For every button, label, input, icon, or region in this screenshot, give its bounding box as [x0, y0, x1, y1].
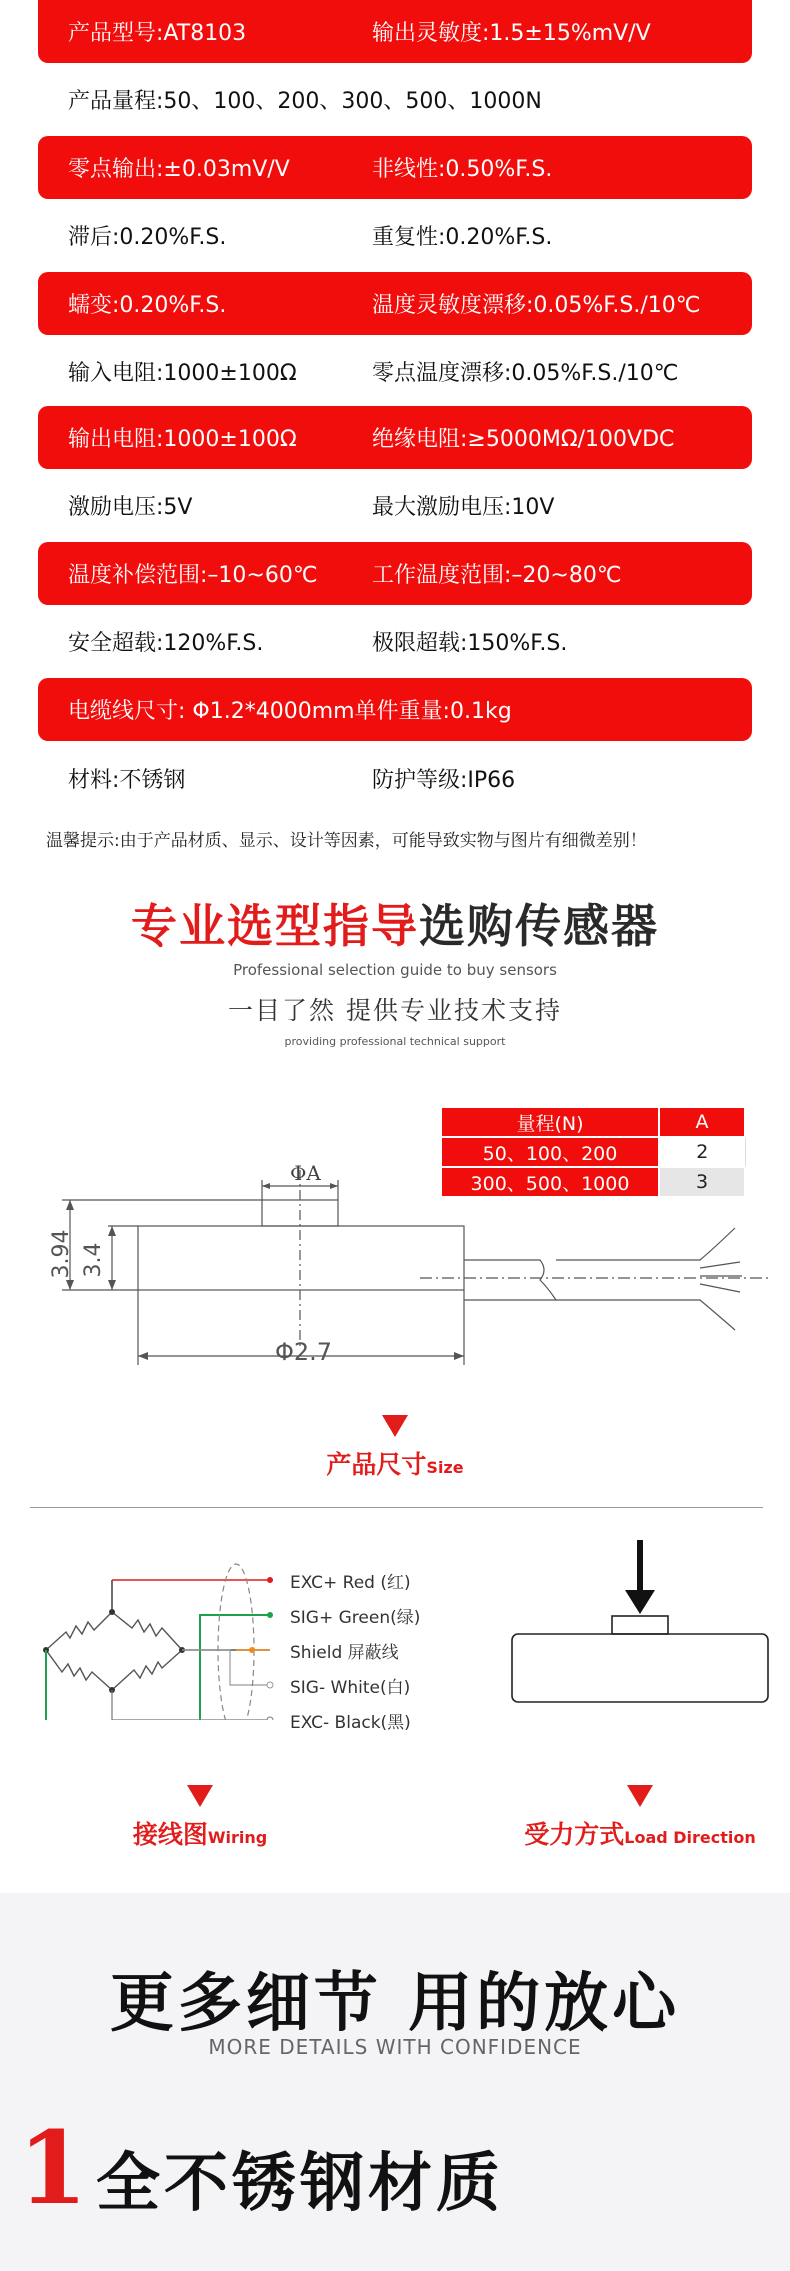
- feature-title: 全不锈钢材质: [96, 2147, 504, 2221]
- range-cell: 50、100、200: [441, 1137, 659, 1167]
- wire-label-sig-plus: SIG+ Green(绿): [290, 1608, 421, 1628]
- spec-label: 非线性:0.50%F.S.: [372, 157, 553, 182]
- spec-label: 产品型号:AT8103: [68, 21, 247, 46]
- wire-label-shield: Shield 屏蔽线: [290, 1643, 399, 1663]
- range-header: 量程(N): [441, 1107, 659, 1137]
- details-title: 更多细节 用的放心: [109, 1967, 681, 2041]
- sensor-body: [138, 1226, 464, 1290]
- spec-row: [38, 474, 752, 537]
- spec-label: 输出电阻:1000±100Ω: [68, 427, 297, 452]
- triangle-icon: [627, 1785, 653, 1807]
- height-total-label: 3.94: [49, 1229, 74, 1279]
- spec-label: 温度补偿范围:–10~60℃: [68, 563, 318, 588]
- spec-label: 温度灵敏度漂移:0.05%F.S./10℃: [372, 293, 701, 318]
- guide-subtitle: Professional selection guide to buy sensors: [233, 961, 557, 979]
- guide-title-dark: 选购传感器: [419, 899, 659, 953]
- spec-row: [38, 204, 752, 267]
- spec-label: 蠕变:0.20%F.S.: [68, 293, 227, 318]
- spec-label: 极限超载:150%F.S.: [372, 631, 568, 656]
- spec-label: 滞后:0.20%F.S.: [68, 225, 227, 250]
- spec-row: [38, 272, 752, 335]
- spec-row: [38, 542, 752, 605]
- spec-row: [38, 68, 752, 131]
- spec-label: 激励电压:5V: [68, 495, 193, 520]
- load-diagram: [512, 1540, 768, 1702]
- phi-a-label: ΦA: [290, 1161, 321, 1185]
- diameter-label: Φ2.7: [275, 1338, 333, 1366]
- height-body-label: 3.4: [81, 1242, 106, 1278]
- spec-label: 电缆线尺寸: Φ1.2*4000mm单件重量:0.1kg: [68, 699, 512, 724]
- range-cell: 300、500、1000: [441, 1167, 659, 1197]
- a-header: A: [659, 1107, 745, 1137]
- spec-label: 工作温度范围:–20~80℃: [372, 563, 622, 588]
- spec-label: 零点输出:±0.03mV/V: [68, 157, 290, 182]
- guide-title-red: 专业选型指导: [131, 899, 419, 953]
- spec-row: [38, 406, 752, 469]
- spec-label: 重复性:0.20%F.S.: [372, 225, 553, 250]
- a-cell: 3: [659, 1167, 745, 1197]
- spec-row: [38, 136, 752, 199]
- spec-label: 防护等级:IP66: [372, 768, 516, 793]
- feature-number: 1: [18, 2109, 88, 2227]
- divider: [30, 1507, 763, 1508]
- size-caption: 产品尺寸Size: [300, 1415, 490, 1481]
- guide-tagline: 一目了然 提供专业技术支持: [228, 996, 562, 1025]
- spec-row: [38, 610, 752, 673]
- wire-label-exc-minus: EXC- Black(黑): [290, 1713, 411, 1733]
- triangle-icon: [382, 1415, 408, 1437]
- a-cell: 2: [659, 1137, 745, 1167]
- spec-row: [38, 747, 752, 810]
- dimension-drawing: [0, 1150, 790, 1390]
- triangle-icon: [187, 1785, 213, 1807]
- spec-label: 输出灵敏度:1.5±15%mV/V: [372, 21, 651, 46]
- wire-label-sig-minus: SIG- White(白): [290, 1678, 411, 1698]
- details-subtitle: MORE DETAILS WITH CONFIDENCE: [208, 2035, 582, 2059]
- wire-label-exc-plus: EXC+ Red (红): [290, 1573, 411, 1593]
- spec-label: 产品量程:50、100、200、300、500、1000N: [68, 89, 542, 114]
- spec-row: [38, 0, 752, 63]
- spec-label: 最大激励电压:10V: [372, 495, 555, 520]
- spec-label: 零点温度漂移:0.05%F.S./10℃: [372, 361, 679, 386]
- wiring-caption: 接线图Wiring: [100, 1785, 300, 1851]
- guide-title: [0, 890, 790, 956]
- guide-subtitle-2: providing professional technical support: [284, 1035, 506, 1048]
- spec-label: 输入电阻:1000±100Ω: [68, 361, 297, 386]
- spec-label: 安全超载:120%F.S.: [68, 631, 264, 656]
- notice-text: 温馨提示:由于产品材质、显示、设计等因素，可能导致实物与图片有细微差别！: [46, 831, 647, 851]
- spec-label: 材料:不锈钢: [68, 768, 186, 793]
- spec-row: [38, 678, 752, 741]
- spec-row: [38, 340, 752, 403]
- spec-label: 绝缘电阻:≥5000MΩ/100VDC: [372, 427, 675, 452]
- load-caption: 受力方式Load Direction: [510, 1785, 770, 1851]
